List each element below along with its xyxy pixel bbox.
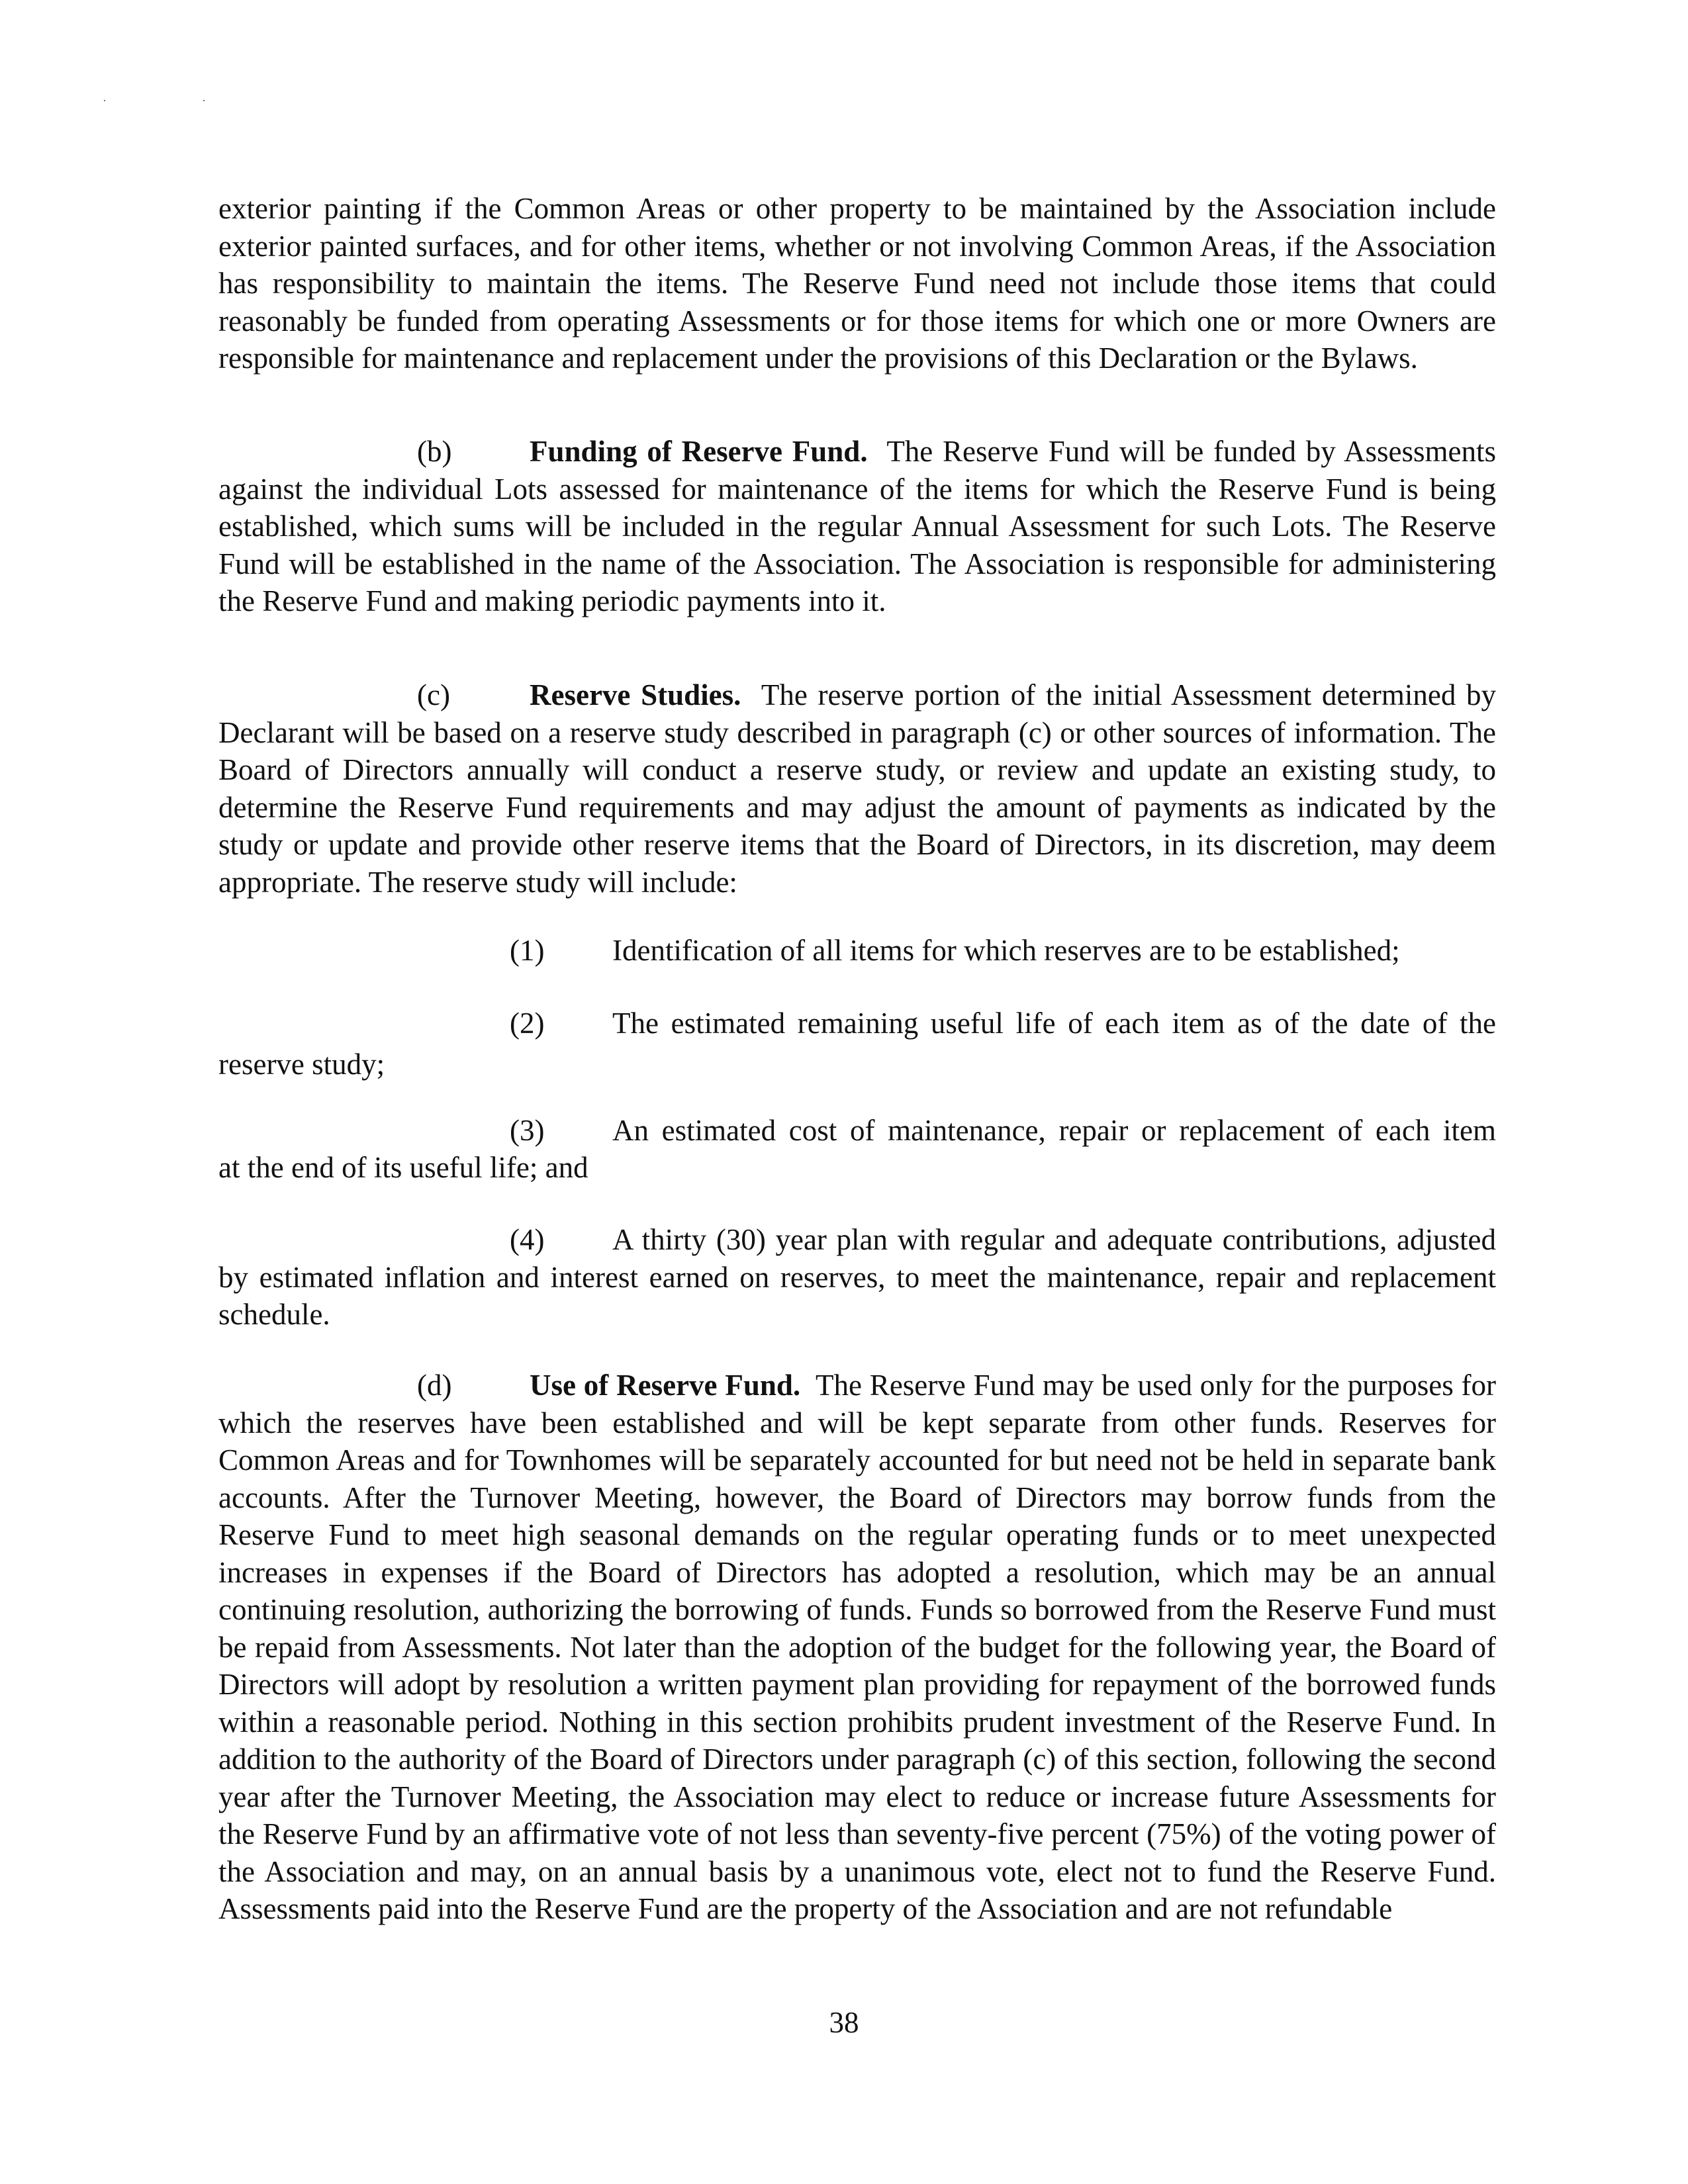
scan-mark: ·	[103, 94, 107, 107]
list-item-number: (2)	[510, 1007, 545, 1040]
page-number: 38	[829, 2006, 859, 2039]
paragraph-use-of-reserve-fund	[218, 1367, 1496, 1928]
paragraph-funding-of-reserve-fund	[218, 433, 1496, 620]
section-heading: Reserve Studies.	[530, 678, 741, 711]
paragraph-label: (d)	[417, 1369, 452, 1402]
paragraph-label: (b)	[417, 435, 452, 468]
list-item-number: (3)	[510, 1114, 545, 1147]
list-item-text: An estimated cost of maintenance, repair or replacement of each item	[612, 1114, 1496, 1147]
list-item	[218, 1221, 1496, 1334]
section-heading: Use of Reserve Fund.	[530, 1369, 801, 1402]
list-item-continuation: reserve study;	[218, 1048, 385, 1081]
paragraph-text: The reserve portion of the initial Assessment determined by Declarant will be based on a reserve study described in paragraph (c) or other sources of information. The Board of Directors annually will conduct a reserve study, or review and update an existing study, to determine the Reserve Fund requirements and may adjust the amount of payments as indicated by the study or update and provide other reserve items that the Board of Directors, in its discretion, may deem appropriate. The reserve study will include:	[218, 678, 1497, 899]
paragraph-text: The Reserve Fund may be used only for the purposes for which the reserves have been established and will be kept separate from other funds. Reserves for Common Areas and for Townhomes will be separately accounted for but need not be held in separate bank accounts. After the Turnover Meeting, however, the Board of Directors may borrow funds from the Reserve Fund to meet high seasonal demands on the regular operating funds or to meet unexpected increases in expenses if the Board of Directors has adopted a resolution, which may be an annual continuing resolution, authorizing the borrowing of funds. Funds so borrowed from the Reserve Fund must be repaid from Assessments. Not later than the adoption of the budget for the following year, the Board of Directors will adopt by resolution a written payment plan providing for repayment of the borrowed funds within a reasonable period. Nothing in this section prohibits prudent investment of the Reserve Fund. In addition to the authority of the Board of Directors under paragraph (c) of this section, following the second year after the Turnover Meeting, the Association may elect to reduce or increase future Assessments for the Reserve Fund by an affirmative vote of not less than seventy-five percent (75%) of the voting power of the Association and may, on an annual basis by a unanimous vote, elect not to fund the Reserve Fund. Assessments paid into the Reserve Fund are the property of the Association and are not refundable	[218, 1369, 1497, 1925]
list-item-number: (4)	[510, 1223, 545, 1256]
section-heading: Funding of Reserve Fund.	[530, 435, 868, 468]
paragraph-a-continuation: exterior painting if the Common Areas or other property to be maintained by the Association include exterior painted surfaces, and for other items, whether or not involving Common Areas, if the Association has responsibility to maintain the items. The Reserve Fund need not include those items that could reasonably be funded from operating Assessments or for those items for which one or more Owners are responsible for maintenance and replacement under the provisions of this Declaration or the Bylaws.	[218, 192, 1496, 375]
list-item-continuation: at the end of its useful life; and	[218, 1151, 588, 1184]
list-item-number: (1)	[510, 934, 545, 967]
list-item-text: Identification of all items for which reserves are to be established;	[612, 934, 1400, 967]
paragraph-text: The Reserve Fund will be funded by Assessments against the individual Lots assessed for maintenance of the items for which the Reserve Fund is being established, which sums will be included in the regular Annual Assessment for such Lots. The Reserve Fund will be established in the name of the Association. The Association is responsible for administering the Reserve Fund and making periodic payments into it.	[218, 435, 1497, 617]
scan-mark: ·	[202, 94, 206, 107]
paragraph-label: (c)	[417, 678, 450, 711]
paragraph-reserve-studies	[218, 676, 1496, 901]
list-item-text: The estimated remaining useful life of each item as of the date of the	[612, 1007, 1496, 1040]
list-item-text: A thirty (30) year plan with regular and adequate contributions, adjusted by estimated inflation and interest earned on reserves, to meet the maintenance, repair and replacement schedule.	[218, 1223, 1496, 1331]
